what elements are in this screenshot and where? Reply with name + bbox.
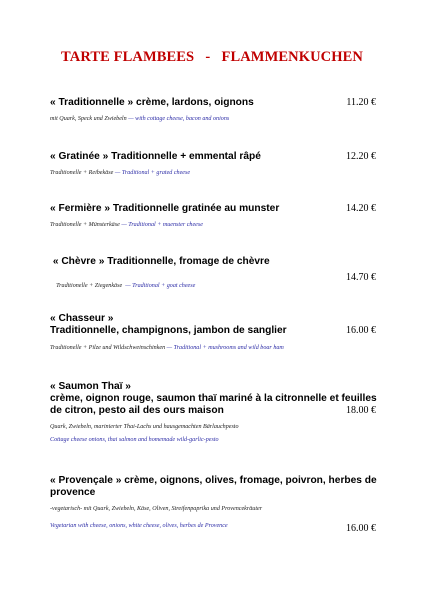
item-description-de: Traditionelle + Münsterkäse: [50, 222, 120, 228]
item-description-de: Traditionelle + Ziegenkäse: [56, 283, 123, 289]
item-name-line2: Traditionnelle, champignons, jambon de sanglier: [50, 325, 287, 336]
item-description: [50, 115, 376, 123]
item-name-line2: crème, oignon rouge, saumon thaï mariné à la citronnelle et feuilles de citron, pesto ail des ours maison: [50, 393, 377, 416]
item-description-en: — with cottage cheese, bacon and onions: [126, 116, 230, 122]
item-price: 14.20 €: [346, 203, 376, 214]
item-description-en-text: Vegetarian with cheese, onions, white cheese, olives, herbes de Provence: [50, 523, 228, 529]
item-description: [50, 169, 376, 177]
item-description: [50, 274, 376, 298]
menu-item-chevre: [50, 256, 376, 298]
item-description-en: — Traditional + goat cheese: [122, 283, 196, 289]
menu-item-chasseur: [50, 313, 376, 352]
item-description-en: [50, 436, 376, 444]
item-name: « Gratinée » Traditionnelle + emmental râpé: [50, 151, 261, 162]
item-description-en-text: Cottage cheese onions, thai salmon and homemade wild-garlic-pesto: [50, 437, 219, 443]
menu-item-fermiere: [50, 203, 376, 229]
item-description-de: [50, 505, 376, 513]
menu-item-saumon-thai: [50, 381, 376, 444]
item-name: « Chèvre » Traditionnelle, fromage de chèvre: [50, 256, 270, 267]
item-description: [50, 221, 376, 229]
item-name-line1: « Saumon Thaï »: [50, 381, 131, 392]
item-description-de: Traditionelle + Reibekäse: [50, 170, 114, 176]
item-description-en: — Traditional + muenster cheese: [119, 222, 203, 228]
item-description-de-text: -vegetarisch- mit Quark, Zwiebeln, Käse, Oliven, Streifenpaprika und Provencekräuter: [50, 506, 263, 512]
item-price: 16.00 €: [346, 523, 376, 534]
item-description-en: — Traditional + grated cheese: [113, 170, 191, 176]
item-price: 11.20 €: [346, 97, 376, 108]
menu-item-provencale: [50, 475, 377, 534]
item-price: 16.00 €: [346, 325, 376, 336]
item-price: 12.20 €: [346, 151, 376, 162]
item-description-en: — Traditional + mushrooms and wild boar ham: [165, 345, 284, 351]
item-name: « Provençale » crème, oignons, olives, fromage, poivron, herbes de provence: [50, 475, 377, 498]
menu-title: TARTE FLAMBEES - FLAMMENKUCHEN: [61, 49, 363, 65]
item-description: [50, 344, 376, 352]
item-name-line1: « Chasseur »: [50, 313, 114, 324]
menu-item-traditionnelle: [50, 97, 376, 123]
item-name: « Fermière » Traditionnelle gratinée au munster: [50, 203, 280, 214]
item-description-de: [50, 423, 376, 431]
item-description-de-text: Quark, Zwiebeln, marinierter Thai-Lachs und hausgemachten Bärlauchpesto: [50, 424, 239, 430]
menu-item-gratinee: [50, 151, 376, 177]
item-description-en: [50, 522, 376, 530]
item-description-de: Traditionelle + Pilze und Wildschweinschinken: [50, 345, 166, 351]
item-price: 14.70 €: [346, 272, 376, 283]
item-price: 18.00 €: [346, 405, 376, 416]
item-description-de: mit Quark, Speck und Zwiebeln: [50, 116, 127, 122]
item-name: « Traditionnelle » crème, lardons, oignons: [50, 97, 254, 108]
